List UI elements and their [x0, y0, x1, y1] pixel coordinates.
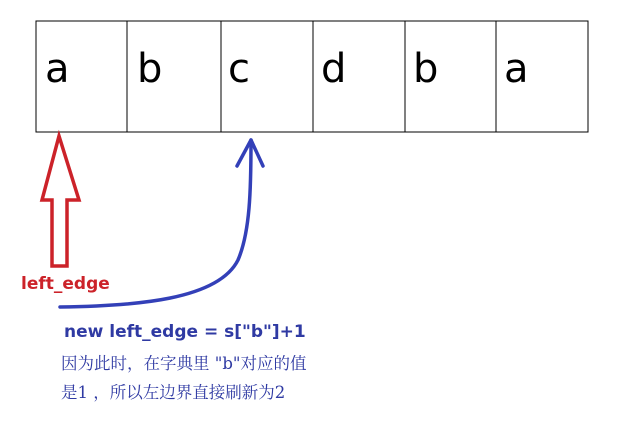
array-cells: [36, 21, 588, 132]
left-edge-pointer-arrow: [42, 136, 79, 266]
array-char-0: a: [45, 46, 70, 92]
left-edge-label: left_edge: [21, 274, 110, 294]
explanation-line-2: 是1 ，所以左边界直接刷新为2: [61, 383, 286, 402]
array-char-2: c: [228, 46, 250, 92]
array-char-3: d: [321, 46, 347, 92]
new-left-edge-formula: new left_edge = s["b"]+1: [64, 322, 306, 342]
array-char-4: b: [413, 46, 439, 92]
array-char-5: a: [504, 46, 529, 92]
explanation-line-1: 因为此时，在字典里 "b"对应的值: [61, 354, 307, 373]
array-char-1: b: [137, 46, 163, 92]
